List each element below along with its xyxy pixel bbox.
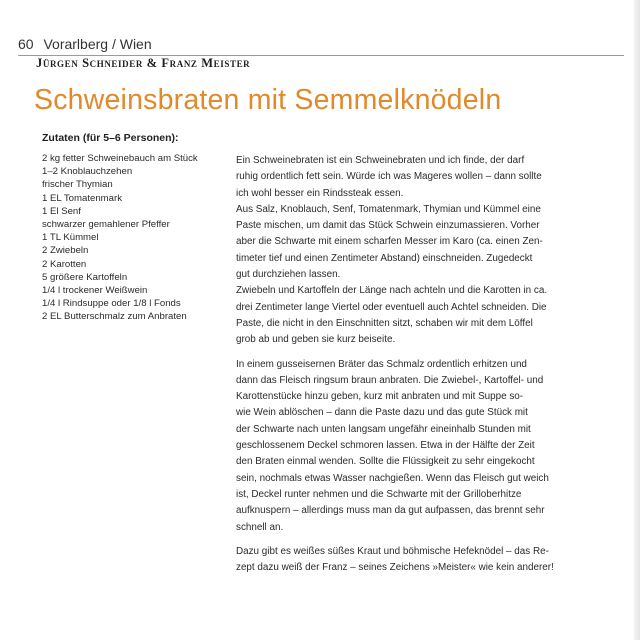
method-line: zept dazu weiß der Franz – seines Zeichens »Meister« wie kein anderer! [236, 562, 554, 574]
ingredients-column [42, 132, 232, 324]
authors: Jürgen Schneider & Franz Meister [36, 56, 251, 70]
ingredient-item: 1 EL Tomatenmark [42, 192, 122, 204]
method-line: aber die Schwarte mit einem scharfen Messer im Karo (ca. einen Zen- [236, 236, 543, 248]
ingredient-item: 1 TL Kümmel [42, 232, 99, 244]
method-paragraph [236, 544, 590, 577]
method-line: ruhig ordentlich fett sein. Würde ich was Mageres wollen – dann sollte [236, 171, 542, 183]
page-edge [634, 0, 640, 640]
running-header [18, 36, 152, 52]
method-line: aufknuspern – allerdings muss man da gut aufpassen, das brennt sehr [236, 505, 545, 517]
method-line: drei Zentimeter lange Viertel oder eventuell auch Achtel schneiden. Die [236, 301, 547, 313]
ingredient-item: frischer Thymian [42, 179, 113, 191]
ingredient-item: 5 größere Kartoffeln [42, 271, 128, 283]
method-line: Dazu gibt es weißes süßes Kraut und böhmische Hefeknödel – das Re- [236, 545, 549, 557]
method-paragraph [236, 357, 590, 536]
method-line: Aus Salz, Knoblauch, Senf, Tomatenmark, Thymian und Kümmel eine [236, 203, 541, 215]
method-line: grob ab und geben sie kurz beiseite. [236, 334, 396, 346]
method-paragraph [236, 153, 590, 349]
method-line: geschlossenem Deckel schmoren lassen. Etwa in der Hälfte der Zeit [236, 440, 535, 452]
method-line: dann das Fleisch ringsum braun anbraten. Die Zwiebel-, Kartoffel- und [236, 374, 544, 386]
ingredient-item: 1/4 l Rindsuppe oder 1/8 l Fonds [42, 298, 181, 310]
ingredient-item: 2 Zwiebeln [42, 245, 89, 257]
ingredient-item: schwarzer gemahlener Pfeffer [42, 219, 170, 231]
method-line: ist, Deckel runter nehmen und die Schwarte mit der Grilloberhitze [236, 488, 522, 500]
ingredient-item: 1 El Senf [42, 205, 81, 217]
ingredient-list [42, 152, 232, 324]
method-line: der Schwarte nach unten langsam ungefähr eineinhalb Stunden mit [236, 423, 531, 435]
ingredient-item: 2 kg fetter Schweinebauch am Stück [42, 153, 198, 164]
method-line: Paste, die nicht in den Einschnitten sitzt, schaben wir mit dem Löffel [236, 317, 533, 329]
method-line: sein, nochmals etwas Wasser nachgießen. Wenn das Fleisch gut weich [236, 472, 549, 484]
method-text [236, 153, 590, 584]
method-line: Zwiebeln und Kartoffeln der Länge nach achteln und die Karotten in ca. [236, 285, 548, 297]
method-line: Ein Schweinebraten ist ein Schweinebraten und ich finde, der darf [236, 155, 525, 166]
method-line: den Braten einmal wenden. Sollte die Flüssigkeit zu sehr eingekocht [236, 456, 535, 468]
ingredient-item: 2 EL Butterschmalz zum Anbraten [42, 311, 187, 323]
section-name: Vorarlberg / Wien [43, 36, 152, 52]
method-line: Paste mischen, um damit das Stück Schwein einzumassieren. Vorher [236, 220, 540, 232]
recipe-title: Schweinsbraten mit Semmelknödeln [34, 84, 502, 116]
method-line: gut durchziehen lassen. [236, 269, 341, 281]
method-line: schnell an. [236, 521, 284, 533]
method-line: timeter tief und einen Zentimeter Abstand) einschneiden. Zugedeckt [236, 252, 533, 264]
method-line: Karottenstücke hinzu geben, kurz mit anbraten und mit Suppe so- [236, 391, 524, 403]
page-number: 60 [18, 36, 34, 52]
ingredient-item: 2 Karotten [42, 258, 87, 270]
method-line: wie Wein ablöschen – dann die Paste dazu und das gute Stück mit [236, 407, 528, 419]
method-line: In einem gusseisernen Bräter das Schmalz ordentlich erhitzen und [236, 358, 527, 370]
ingredient-item: 1–2 Knoblauchzehen [42, 166, 133, 178]
ingredient-item: 1/4 l trockener Weißwein [42, 285, 148, 297]
ingredients-heading: Zutaten (für 5–6 Personen): [42, 132, 179, 144]
method-line: ich wohl besser ein Rindssteak essen. [236, 187, 404, 199]
